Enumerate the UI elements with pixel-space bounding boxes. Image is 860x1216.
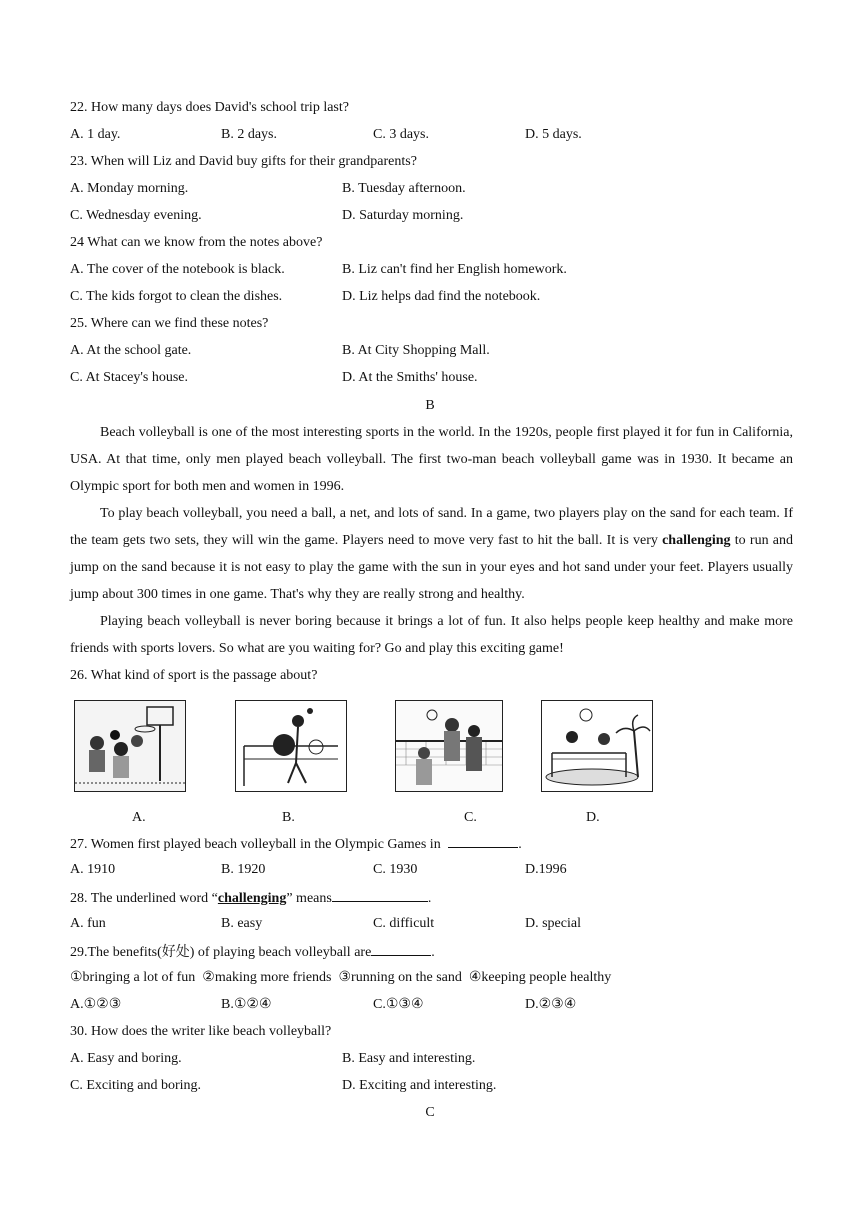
q23-option-d: D. Saturday morning. [342, 208, 464, 223]
q29-stem: 29.The benefits(好处) of playing beach volleyball are [70, 945, 372, 960]
section-c-heading: C [425, 1105, 435, 1120]
question-30: 30. How does the writer like beach volleyball? [70, 1024, 332, 1039]
picture-c-volleyball [395, 700, 503, 792]
question-29 [70, 941, 435, 963]
passage-paragraph-1: Beach volleyball is one of the most interesting sports in the world. In the 1920s, people first played it for fun in California, USA. At that time, only men played beach volleyball. The first two-man beach volleyball game was in 1930. It became an Olympic sport for both men and women in 1996. [70, 425, 793, 494]
q23-option-b: B. Tuesday afternoon. [342, 181, 466, 196]
q28-stem-pre: 28. The underlined word “ [70, 891, 218, 906]
question-25: 25. Where can we find these notes? [70, 316, 269, 331]
q24-option-a: A. The cover of the notebook is black. [70, 262, 285, 277]
picture-a-basketball [74, 700, 186, 792]
q29-option-c: C.①③④ [373, 997, 424, 1012]
q24-option-c: C. The kids forgot to clean the dishes. [70, 289, 283, 304]
q25-option-c: C. At Stacey's house. [70, 370, 189, 385]
q25-option-b: B. At City Shopping Mall. [342, 343, 490, 358]
bold-word-challenging: challenging [662, 533, 731, 548]
q24-option-d: D. Liz helps dad find the notebook. [342, 289, 541, 304]
q25-option-a: A. At the school gate. [70, 343, 192, 358]
q29-items: ①bringing a lot of fun ②making more friends ③running on the sand ④keeping people healthy [70, 970, 612, 985]
q27-stem: 27. Women first played beach volleyball in the Olympic Games in [70, 837, 441, 852]
q29-option-a: A.①②③ [70, 997, 122, 1012]
q28-option-d: D. special [525, 916, 581, 931]
picture-d-beach-volleyball [541, 700, 653, 792]
paragraph-2-text-after: to run and jump on the sand because it is not easy to play the game with the sun in your eyes and hot sand under your feet. Players usually jump about 300 times in one game. That's why they are really strong and healthy. [70, 533, 794, 602]
question-27 [70, 833, 522, 855]
q24-option-b: B. Liz can't find her English homework. [342, 262, 567, 277]
q23-option-c: C. Wednesday evening. [70, 208, 202, 223]
q22-option-d: D. 5 days. [525, 127, 582, 142]
q22-option-a: A. 1 day. [70, 127, 121, 142]
answer-blank [371, 941, 431, 956]
question-24: 24 What can we know from the notes above? [70, 235, 323, 250]
q30-option-c: C. Exciting and boring. [70, 1078, 202, 1093]
q29-end: . [431, 945, 435, 960]
q27-option-a: A. 1910 [70, 862, 116, 877]
picture-label-b: B. [282, 810, 295, 825]
passage-paragraph-2 [70, 500, 793, 608]
q25-option-d: D. At the Smiths' house. [342, 370, 478, 385]
q30-option-b: B. Easy and interesting. [342, 1051, 476, 1066]
q27-option-d: D.1996 [525, 862, 567, 877]
passage-paragraph-3: Playing beach volleyball is never boring because it brings a lot of fun. It also helps people keep healthy and make more friends with sports lovers. So what are you waiting for? Go and play this exciting game! [70, 614, 793, 656]
section-b-heading: B [425, 398, 435, 413]
question-23: 23. When will Liz and David buy gifts for their grandparents? [70, 154, 417, 169]
picture-label-d: D. [586, 810, 600, 825]
question-22: 22. How many days does David's school trip last? [70, 100, 349, 115]
q23-option-a: A. Monday morning. [70, 181, 189, 196]
q28-option-c: C. difficult [373, 916, 435, 931]
picture-b-badminton [235, 700, 347, 792]
q29-option-d: D.②③④ [525, 997, 577, 1012]
q28-stem-post: ” means [286, 891, 332, 906]
underlined-word: challenging [217, 891, 287, 906]
q30-option-d: D. Exciting and interesting. [342, 1078, 497, 1093]
q22-option-b: B. 2 days. [221, 127, 277, 142]
picture-label-c: C. [464, 810, 477, 825]
q28-option-b: B. easy [221, 916, 263, 931]
q22-option-c: C. 3 days. [373, 127, 429, 142]
q28-end: . [427, 891, 432, 906]
q28-option-a: A. fun [70, 916, 106, 931]
q30-option-a: A. Easy and boring. [70, 1051, 182, 1066]
answer-blank [448, 833, 518, 848]
paragraph-2-text-before: To play beach volleyball, you need a ball, a net, and lots of sand. In a game, two players play on the sand for each team. If the team gets two sets, they will win the game. Players need to move very fast to hit the ball. It is very [70, 506, 793, 548]
question-26: 26. What kind of sport is the passage about? [70, 668, 318, 683]
q27-option-b: B. 1920 [221, 862, 266, 877]
question-28 [70, 887, 431, 909]
q27-option-c: C. 1930 [373, 862, 418, 877]
picture-label-a: A. [132, 810, 146, 825]
q27-end: . [518, 837, 522, 852]
q29-option-b: B.①②④ [221, 997, 272, 1012]
answer-blank [332, 887, 428, 902]
